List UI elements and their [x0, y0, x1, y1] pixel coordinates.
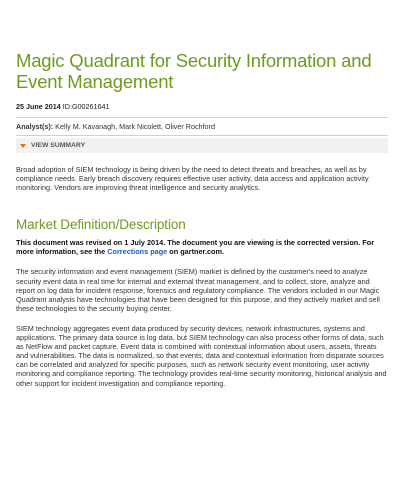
document-id: ID:G00261641	[62, 102, 110, 111]
body-paragraph-2: SIEM technology aggregates event data produced by security devices, network infrastructures, systems and applications. The primary data source is log data, but SIEM technology can also process other forms of data, such as NetFlow and packet capture. Event data is combined with contextual information about users, assets, threats and vulnerabilities. The data is normalized, so that events, data and contextual information from disparate sources can be correlated and analyzed for specific purposes, such as network security event monitoring, user activity monitoring and compliance reporting. The technology provides real-time security monitoring, historical analysis and other support for incident investigation and compliance reporting.	[16, 323, 387, 388]
summary-text: Broad adoption of SIEM technology is being driven by the need to detect threats and breaches, as well as by compliance needs. Early breach discovery requires effective user activity, data access and application activity monitoring. Vendors are improving threat intelligence and security analytics.	[16, 165, 369, 193]
view-summary-toggle[interactable]	[16, 138, 388, 153]
document-title	[16, 50, 388, 92]
divider	[16, 135, 388, 136]
body-paragraph-1: The security information and event management (SIEM) market is defined by the customer's need to analyze security event data in real time for internal and external threat management, and to collect, store, analyze and report on log data for incident response, forensics and regulatory compliance. The vendors included in our Magic Quadrant analysis have technologies that have been designed for this purpose, and they actively market and sell these technologies to the security buying center.	[16, 267, 380, 313]
title-line-2: Event Management	[16, 71, 174, 92]
analysts-names: Kelly M. Kavanagh, Mark Nicolett, Oliver Rochford	[55, 122, 215, 131]
title-line-1: Magic Quadrant for Security Information and	[16, 50, 372, 71]
publish-date: 25 June 2014	[16, 102, 61, 111]
document-page	[16, 50, 388, 388]
revision-notice	[16, 238, 388, 256]
section-heading: Market Definition/Description	[16, 217, 186, 233]
document-meta	[16, 102, 388, 111]
triangle-down-icon	[20, 144, 26, 148]
analysts-line	[16, 118, 388, 135]
view-summary-label: VIEW SUMMARY	[31, 142, 86, 149]
corrections-page-link[interactable]: Corrections page	[107, 247, 168, 257]
notice-text-start: This document was revised on 1 July 2014. The document you are viewing is the corrected version. For more information, see the	[16, 238, 375, 257]
analysts-label: Analyst(s):	[16, 122, 54, 131]
notice-text-end: on gartner.com.	[167, 247, 225, 257]
